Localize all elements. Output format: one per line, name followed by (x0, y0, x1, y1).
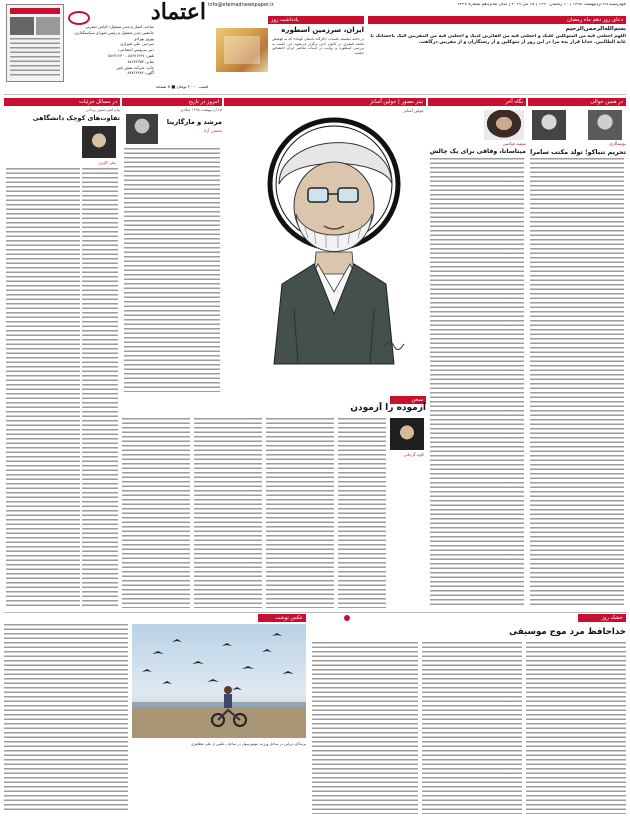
newspaper-logo (62, 0, 210, 25)
column-second (428, 98, 526, 610)
bottom-right-article (308, 614, 626, 816)
column-third-body (124, 148, 220, 392)
column-left (4, 98, 120, 610)
prayer-body: اللهم اجعلنی فیه من المتوکلین علیک و اجعلنی فیه من الفائزین لدیک و اجعلنی فیه من المقربین الیک باحسانک یا غایة الطالبین. خدایا قرار بده مرا در این روز از متوکلین و از رستگاران و از مقربین درگاهت. (370, 34, 626, 46)
editorial-body: در ادامه سلسله جلسات «کارگاه داستان کوتاه» که به کوشش محمد قیصری در کانون ادبی برگزار می‌شود، این جلسه به بررسی اسطوره و روایت در ادبیات معاصر ایران اختصاص داشت. (272, 37, 364, 55)
author-photo (126, 114, 158, 144)
info-line: نمابر: ۸۸۶۷۲۳۵۳ (127, 58, 154, 64)
column-third (122, 98, 222, 394)
middle-body-col1 (338, 418, 386, 608)
bottom-right-body-3 (312, 642, 418, 814)
masthead (0, 0, 630, 96)
author-photo-2 (532, 110, 566, 140)
photo-caption: پرندگان دریایی در ساحل ورزنه، موتورسوار در ساحل، عکس از علی مظاهری (191, 742, 306, 746)
date-line: چهارشنبه ۲۵ اردیبهشت ۱۳۹۸ | ۱۰ رمضان ۱۴۴۰ | ۱۵ می ۲۰۱۹ | سال شانزدهم شماره ۴۳۲۷ (457, 3, 626, 7)
publisher-info (64, 24, 154, 82)
author-photo (588, 110, 622, 140)
bottom-right-body-1 (526, 642, 626, 814)
photo-bar: عکس نوشت (258, 614, 306, 622)
cartoon-block (224, 98, 426, 394)
beach-birds-photo (132, 624, 306, 738)
info-line: صاحب امتیاز و مدیر مسئول: الیاس حضرتی (85, 24, 154, 29)
column-right-kicker: نوستالژی (608, 142, 626, 147)
info-line: دبیر سرویس اجتماعی: (117, 47, 154, 53)
prayer-section-bar: دعای روز دهم ماه رمضان (368, 16, 626, 24)
middle-author: کاوه گرجانی (403, 452, 424, 457)
author-photo (82, 126, 116, 158)
column-left-kicker: پیام امیرحسین یزدانی (85, 107, 120, 112)
front-page-thumbnail (6, 4, 64, 82)
info-line: چاپ: شرکت نقش یاس (116, 64, 154, 70)
editorial-section-bar: یادداشت روز (268, 16, 364, 24)
column-second-bar: نگاه آخر (428, 98, 526, 106)
middle-body-col2 (266, 418, 334, 608)
author-photo (484, 110, 524, 140)
column-third-date: ۲۵ اردیبهشت ۱۳۹۸ میلادی (180, 107, 222, 112)
masthead-divider (4, 94, 626, 95)
info-line: جانشین مدیر مسئول و رئیس شورای سیاستگذاری: بهروز بهزادی (73, 29, 154, 41)
middle-bar: سخن (390, 396, 426, 404)
column-second-body (430, 158, 524, 606)
middle-article (122, 396, 426, 610)
middle-body-col3 (194, 418, 262, 608)
middle-title: آزموده را آزمودن (350, 403, 426, 413)
bottom-photo-block (4, 614, 306, 816)
column-second-title: میتاساتا، وفاقی برای یک چالش (429, 148, 526, 155)
column-third-bar: امروز در تاریخ (122, 98, 222, 106)
column-third-author: محسن آزاد (203, 128, 222, 133)
photo-article-body (4, 624, 128, 812)
bottom-right-bar: خشک روز (578, 614, 626, 622)
editorial-title: ایران، سرزمین اسطوره (281, 26, 364, 34)
column-left-title: تفاوت‌های کوچک دانشگاهی (32, 114, 120, 122)
column-third-title: مرشد و مارگاریتا (166, 118, 222, 126)
column-left-author: علی اکبری (98, 160, 116, 165)
bottom-divider (4, 612, 626, 613)
column-right-body (530, 158, 624, 606)
column-left-body-2 (82, 168, 118, 606)
share-icon[interactable] (344, 615, 350, 621)
author-photo (390, 418, 424, 450)
column-right-bar: در همین حوالی (528, 98, 626, 106)
column-right-title: تحریم تنباکو؛ تولد مکتب سامرا (530, 148, 626, 156)
caricature-illustration (234, 114, 418, 384)
logo-mark: اعتماد (150, 0, 206, 25)
bottom-right-body-2 (422, 642, 522, 814)
column-left-bar: در مسائل جزئیات (4, 98, 120, 106)
price-line: قیمت ۲۰۰۰ تومان ■ ۸ صفحه (155, 84, 208, 89)
column-second-kicker: سمیه فیاضی (502, 142, 526, 147)
middle-body-col4 (122, 418, 190, 608)
column-right (528, 98, 626, 610)
cartoon-bar: تیتر مصور | جولین آسانژ (224, 98, 426, 106)
column-left-body (6, 168, 80, 606)
prayer-bismillah: بسم‌الله‌الرحمن‌الرحیم (565, 26, 626, 32)
editorial-image (216, 28, 268, 72)
info-line: سردبیر: علی شیرازی (120, 41, 154, 47)
bottom-right-title: خداحافظ مرد موج موسیقی (509, 627, 626, 637)
info-line: تلفن: ۸۸۶۷۱۲۴۷ - ۸۸۶۷۱۲۳۰ (107, 52, 154, 58)
header-email[interactable]: info@etemadnewspaper.ir (208, 2, 274, 8)
cartoon-credit: جولین آسانژ (403, 108, 424, 113)
info-line: آگهی: ۸۸۷۲۴۴۸۴ (127, 70, 154, 76)
